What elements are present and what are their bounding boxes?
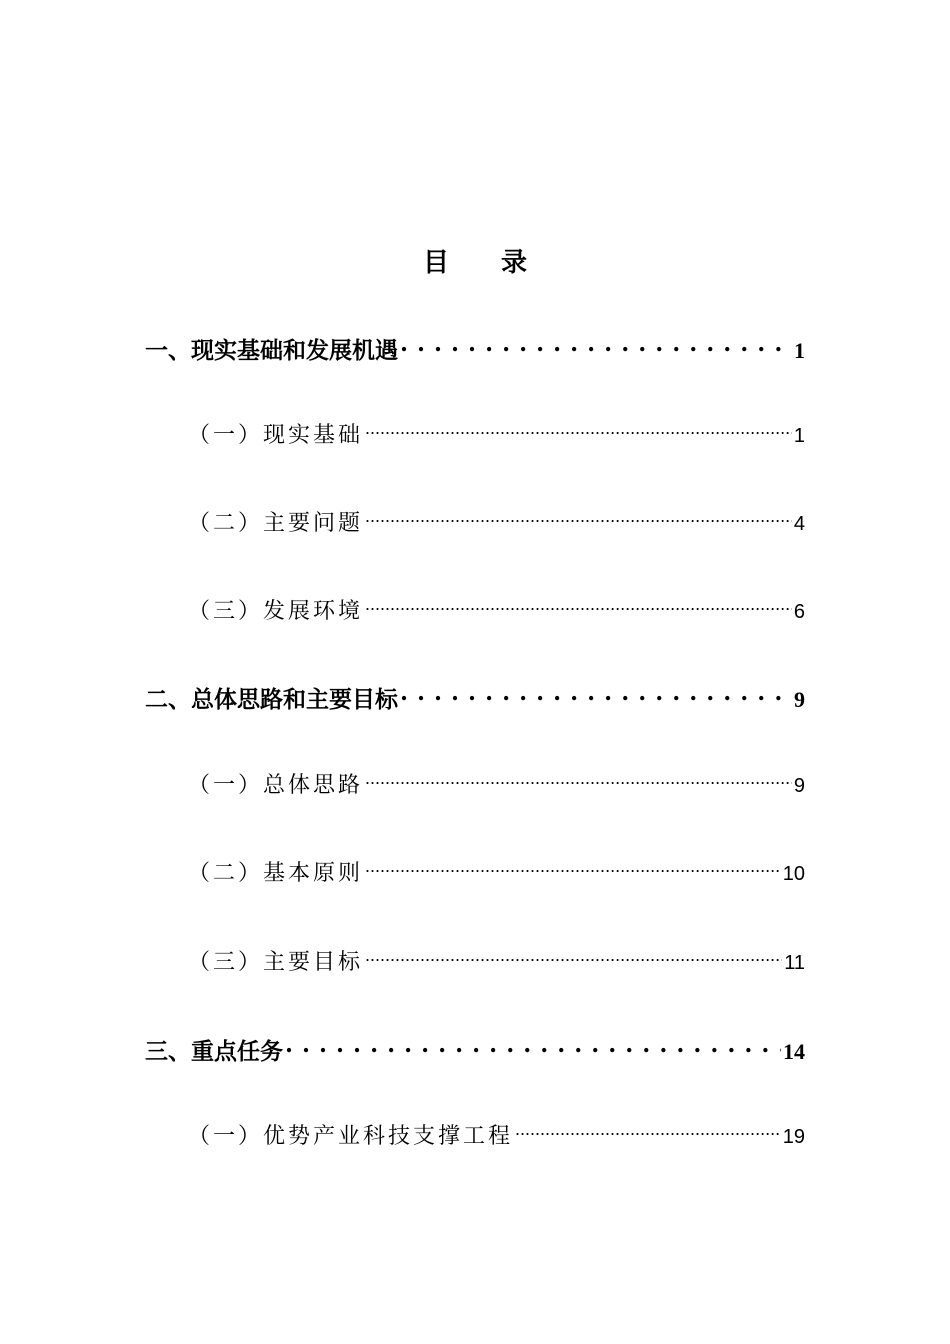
toc-page-number: 14 [783, 1039, 805, 1064]
toc-entry-section-2-1[interactable] [188, 768, 805, 804]
toc-entry-label: （一）总体思路 [188, 773, 364, 798]
title-char-2: 录 [501, 248, 528, 278]
toc-entry-section-3-1[interactable] [188, 1119, 805, 1155]
dot-leader [365, 770, 792, 792]
toc-entry-label: （一）现实基础 [188, 423, 364, 448]
toc-entry-section-1-2[interactable] [188, 506, 805, 542]
toc-page-number: 1 [793, 425, 805, 447]
toc-page-number: 11 [784, 952, 805, 974]
toc-page-number: 1 [794, 338, 805, 363]
dot-leader [365, 508, 792, 530]
toc-entry-label: （一）优势产业科技支撑工程 [188, 1124, 514, 1149]
toc-entry-label: 一、现实基础和发展机遇 [145, 337, 398, 364]
toc-page-number: 4 [793, 513, 805, 535]
toc-entry-label: 三、重点任务 [145, 1038, 283, 1065]
toc-entry-section-1-1[interactable] [188, 418, 805, 454]
dot-leader [400, 684, 792, 707]
toc-page-number: 19 [782, 1126, 805, 1148]
toc-entry-section-1-3[interactable] [188, 594, 805, 630]
toc-page-number: 10 [782, 863, 805, 885]
toc-entry-chapter-2[interactable] [145, 682, 805, 718]
dot-leader [400, 335, 792, 358]
toc-entry-label: （二）基本原则 [188, 861, 364, 886]
toc-entry-section-2-3[interactable] [188, 945, 805, 981]
toc-entry-label: （二）主要问题 [188, 511, 364, 536]
toc-entry-chapter-1[interactable] [145, 333, 805, 369]
toc-entry-label: （三）主要目标 [188, 950, 364, 975]
dot-leader [365, 858, 781, 880]
dot-leader [365, 420, 792, 442]
toc-entry-chapter-3[interactable] [145, 1034, 805, 1070]
toc-page-number: 9 [794, 687, 805, 712]
title-char-1: 目 [422, 248, 449, 278]
page-title [0, 243, 950, 283]
dot-leader [515, 1121, 781, 1143]
dot-leader [365, 947, 782, 969]
toc-page-number: 9 [793, 775, 805, 797]
dot-leader [285, 1036, 781, 1059]
toc-entry-section-2-2[interactable] [188, 856, 805, 892]
toc-page-number: 6 [793, 601, 805, 623]
toc-entry-label: 二、总体思路和主要目标 [145, 686, 398, 713]
dot-leader [365, 596, 792, 618]
toc-entry-label: （三）发展环境 [188, 599, 364, 624]
